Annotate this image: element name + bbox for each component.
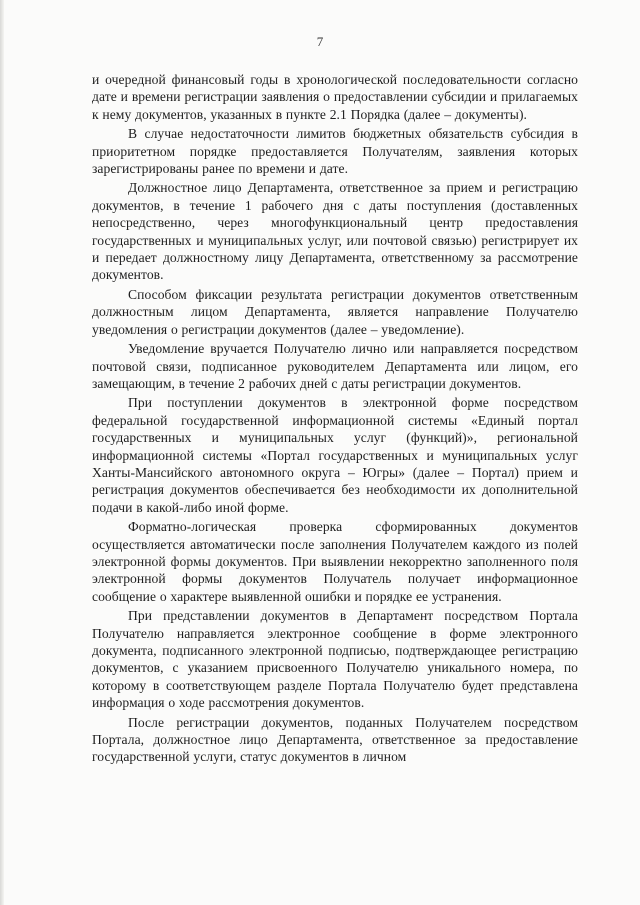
paragraph-notification-delivery: Уведомление вручается Получателю лично или направляется посредством почтовой связи, подписанное руководителем Департамента или лицом, его замещающим, в течение 2 рабочих дней с даты регистрации документов.	[92, 341, 578, 391]
body-text	[92, 71, 578, 766]
paragraph-portal-message: При представлении документов в Департамент посредством Портала Получателю направляется электронное сообщение в форме электронного документа, подписанного электронной подписью, подтверждающее регистрацию документов, с указанием присвоенного Получателю уникального номера, по которому в соответствующем разделе Портала Получателю будет представлена информация о ходе рассмотрения документов.	[92, 608, 578, 711]
paragraph-registration-method: Способом фиксации результата регистрации документов ответственным должностным лицом Департамента, является направление Получателю уведомления о регистрации документов (далее – уведомление).	[92, 286, 578, 337]
scan-edge	[0, 0, 4, 905]
page-number: 7	[316, 34, 324, 49]
paragraph-format-check: Форматно-логическая проверка сформированных документов осуществляется автоматически после заполнения Получателем каждого из полей электронной формы документов. При выявлении некорректно заполненного поля электронной формы документов Получатель получает информационное сообщение о характере выявленной ошибки и порядке ее устранения.	[92, 519, 578, 604]
paragraph-after-registration: После регистрации документов, поданных Получателем посредством Портала, должностное лицо Департамента, ответственное за предоставление государственной услуги, статус документов в личном	[92, 714, 578, 765]
paragraph-electronic-submission: При поступлении документов в электронной форме посредством федеральной государственной информационной системы «Единый портал государственных и муниципальных услуг (функций)», региональной информационной системы «Портал государственных и муниципальных услуг Ханты-Мансийского автономного округа – Югры» (далее – Портал) прием и регистрация документов обеспечивается без необходимости их дополнительной подачи в какой-либо иной форме.	[92, 395, 578, 515]
paragraph-continuation: и очередной финансовый годы в хронологической последовательности согласно дате и времени регистрации заявления о предоставлении субсидии и прилагаемых к нему документов, указанных в пункте 2.1 Порядка (далее – документы).	[92, 72, 578, 122]
paragraph-registration-official: Должностное лицо Департамента, ответственное за прием и регистрацию документов, в течение 1 рабочего дня с даты поступления (доставленных непосредственно, через многофункциональный центр предоставления государственных и муниципальных услуг, или почтовой связью) регистрирует их и передает должностному лицу Департамента, ответственному за рассмотрение документов.	[92, 180, 578, 283]
paragraph-insufficient-limits: В случае недостаточности лимитов бюджетных обязательств субсидия в приоритетном порядке предоставляется Получателям, заявления которых зарегистрированы ранее по времени и дате.	[92, 126, 578, 177]
